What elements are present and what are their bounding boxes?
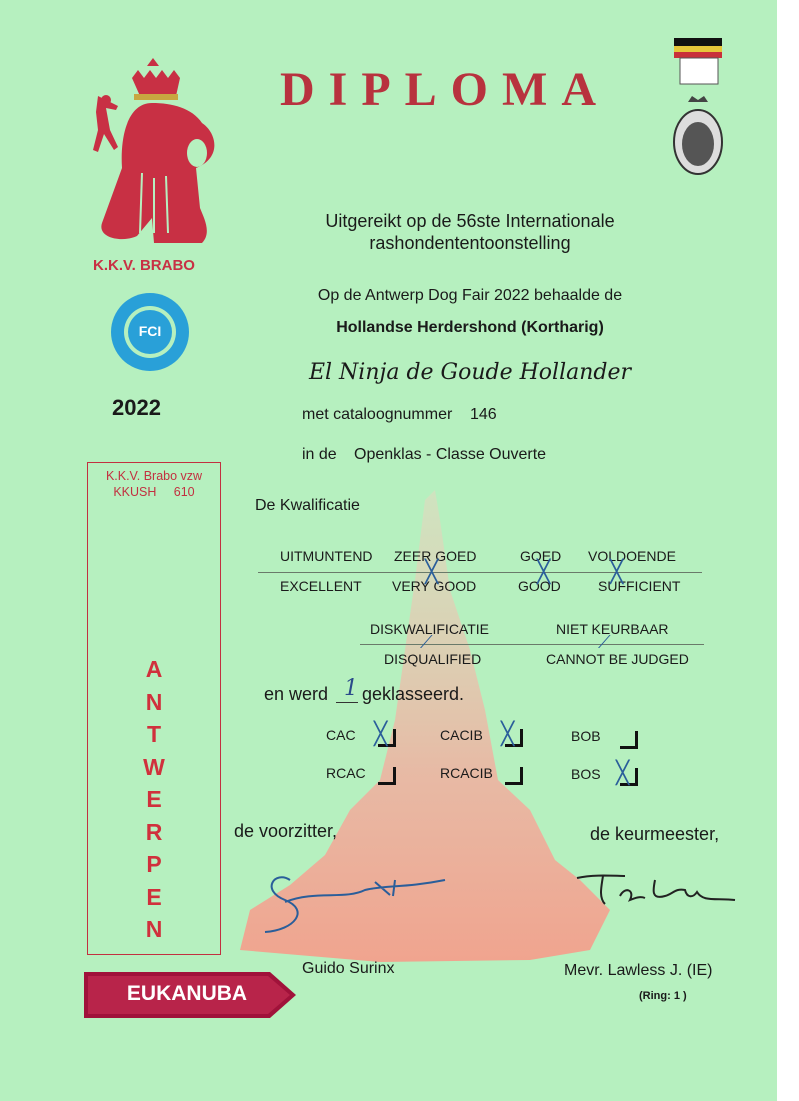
award-bos-label: BOS	[571, 766, 601, 782]
catalog-number: 146	[470, 406, 497, 423]
ranking-prefix: en werd	[264, 684, 329, 704]
diploma-title: DIPLOMA	[280, 63, 610, 116]
event-line: Op de Antwerp Dog Fair 2022 behaalde de	[317, 287, 623, 304]
club-name: K.K.V. BRABO	[93, 257, 195, 274]
qual-divider-1	[258, 572, 702, 573]
ranking-underline	[336, 702, 358, 703]
award-rcacib-label: RCACIB	[440, 765, 493, 781]
qual-niet-keurbaar: NIET KEURBAAR	[556, 621, 669, 637]
cross-mark-very-good: ╳	[425, 560, 439, 585]
kkush-seal-logo	[672, 92, 724, 178]
brabo-figure-icon	[88, 92, 128, 162]
ranking-value: 1	[344, 676, 358, 701]
qual-excellent: EXCELLENT	[280, 578, 362, 594]
award-cacib-check: ╳	[501, 722, 515, 747]
class-prefix: in de	[302, 446, 337, 463]
cross-mark-goed: ╳	[537, 560, 551, 585]
class-name: Openklas - Classe Ouverte	[354, 446, 547, 463]
catalog-label: met cataloognummer	[302, 406, 453, 423]
qual-goed: GOED	[520, 548, 562, 564]
dog-name: El Ninja de Goude Hollander	[308, 360, 632, 385]
qual-voldoende: VOLDOENDE	[588, 548, 676, 564]
award-bob-label: BOB	[571, 728, 601, 744]
award-bob-checkbox[interactable]	[620, 731, 638, 749]
club-box-line-2: KKUSH 610	[113, 485, 195, 499]
qual-zeer-goed: ZEER GOED	[394, 548, 477, 564]
club-box-line-1: K.K.V. Brabo vzw	[105, 469, 203, 483]
qual-disqualified: DISQUALIFIED	[384, 651, 482, 667]
city-vertical-text: ANTWERPEN	[143, 656, 165, 942]
qual-cannot-be-judged: CANNOT BE JUDGED	[546, 651, 689, 667]
ranking-suffix: geklasseerd.	[362, 684, 465, 704]
year-label: 2022	[112, 395, 161, 420]
qual-diskwalificatie: DISKWALIFICATIE	[370, 621, 490, 637]
award-rcac-label: RCAC	[326, 765, 366, 781]
qual-divider-2	[360, 644, 704, 645]
fci-logo-label: FCI	[138, 323, 162, 339]
breed-name: Hollandse Herdershond (Kortharig)	[336, 319, 604, 336]
award-cacib-label: CACIB	[440, 727, 483, 743]
cross-mark-niet-keurbaar: ⟋	[598, 632, 611, 653]
qual-very-good: VERY GOOD	[392, 578, 477, 594]
award-rcacib-checkbox[interactable]	[505, 767, 523, 785]
award-rcac-checkbox[interactable]	[378, 767, 396, 785]
award-bos-check: ╳	[616, 761, 630, 786]
club-info-box	[87, 462, 221, 955]
qual-uitmuntend: UITMUNTEND	[280, 548, 373, 564]
chair-name: Guido Surinx	[302, 960, 395, 977]
cross-mark-voldoende: ╳	[610, 560, 624, 585]
award-cac-check: ╳	[374, 722, 388, 747]
judge-signature	[575, 868, 745, 918]
chair-signature	[255, 860, 455, 940]
qual-good: GOOD	[518, 578, 561, 594]
ring-number: (Ring: 1 )	[639, 990, 687, 1002]
qual-sufficient: SUFFICIENT	[598, 578, 681, 594]
cross-mark-diskwalificatie: ⟋	[420, 632, 433, 653]
judge-name: Mevr. Lawless J. (IE)	[564, 962, 713, 979]
qualification-label: De Kwalificatie	[255, 497, 360, 514]
city-vertical	[88, 653, 220, 946]
kkush-flag-logo	[672, 36, 724, 88]
sponsor-name: EUKANUBA	[126, 982, 248, 1005]
issued-line-2: rashondententoonstelling	[369, 233, 571, 253]
issued-line-1: Uitgereikt op de 56ste Internationale	[325, 211, 615, 231]
judge-label: de keurmeester,	[590, 824, 720, 844]
chair-label: de voorzitter,	[234, 821, 338, 841]
award-cac-label: CAC	[326, 727, 356, 743]
